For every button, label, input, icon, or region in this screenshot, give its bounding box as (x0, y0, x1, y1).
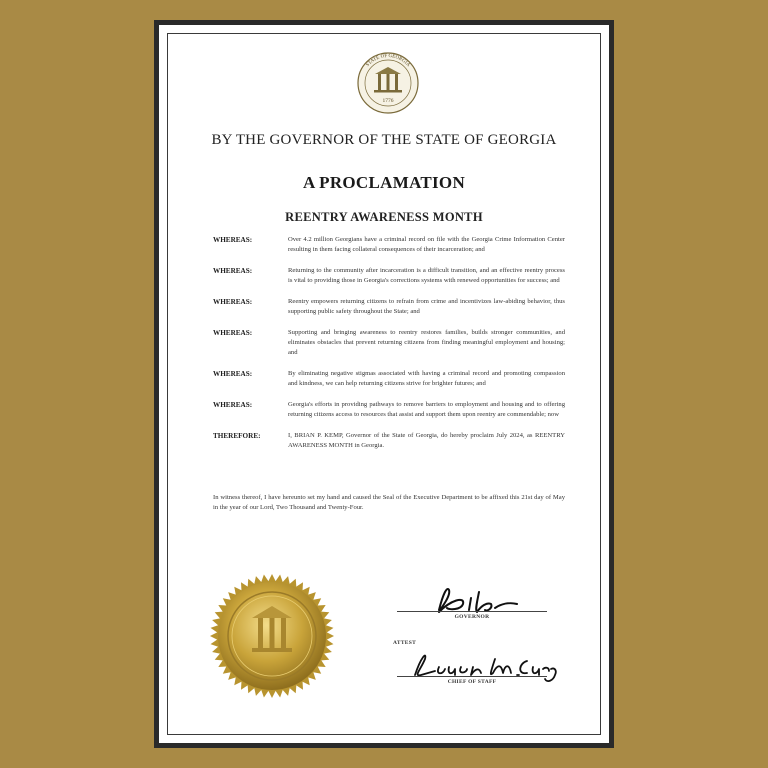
georgia-state-seal-icon (357, 52, 419, 114)
clause-text: Supporting and bringing awareness to reentry restores families, builds stronger communities, and eliminates obstacles that prevent returning citizens from finding meaningful employment and housing; and (288, 329, 565, 356)
issuer-heading: BY THE GOVERNOR OF THE STATE OF GEORGIA (211, 132, 557, 148)
clause-text: Returning to the community after incarceration is a difficult transition, and an effective reentry process is vital to providing those in Georgia's corrections systems with renewed opportunities for success; and (288, 267, 565, 284)
clause-label: WHEREAS: (213, 267, 253, 275)
proclamation-subject: REENTRY AWARENESS MONTH (285, 210, 483, 224)
document-title: A PROCLAMATION (302, 173, 466, 192)
clause-text: Georgia's efforts in providing pathways to remove barriers to employment and housing and to offering returning citizens access to resources that assist and support them upon reentry are commendable; now (288, 401, 565, 418)
clause-label: WHEREAS: (213, 401, 253, 409)
proclamation-page (159, 25, 609, 743)
clause-text: Over 4.2 million Georgians have a criminal record on file with the Georgia Crime Information Center resulting in them facing collateral consequences of their incarceration; and (288, 236, 565, 253)
clause-text: I, BRIAN P. KEMP, Governor of the State of Georgia, do hereby proclaim July 2024, as REENTRY AWARENESS MONTH in Georgia. (288, 432, 565, 449)
clause-text: By eliminating negative stigmas associated with having a criminal record and promoting compassion and kindness, we can help returning citizens strive for brighter futures; and (288, 370, 565, 387)
clause-label: THEREFORE: (213, 432, 261, 440)
witness-statement: In witness thereof, I have hereunto set my hand and caused the Seal of the Executive Department to be affixed this 21st day of May in the year of our Lord, Two Thousand and Twenty-Four. (213, 494, 565, 511)
governor-signature-line (397, 611, 547, 612)
document-frame (154, 20, 614, 748)
chief-of-staff-signature (391, 645, 561, 683)
clause (213, 297, 565, 317)
clause (213, 235, 565, 255)
chief-of-staff-signature-line (397, 676, 547, 677)
clause-label: WHEREAS: (213, 370, 253, 378)
clause-label: WHEREAS: (213, 236, 253, 244)
clauses-list (213, 235, 565, 462)
attest-label: ATTEST (393, 640, 417, 646)
chief-of-staff-label: CHIEF OF STAFF (447, 679, 497, 685)
svg-text:STATE OF GEORGIA: STATE OF GEORGIA (365, 53, 411, 69)
clause (213, 328, 565, 358)
clause-text: Reentry empowers returning citizens to refrain from crime and incentivizes law-abiding behavior, thus supporting public safety throughout the State; and (288, 298, 565, 315)
svg-text:1776: 1776 (382, 98, 394, 104)
governor-label: GOVERNOR (454, 614, 490, 620)
clause (213, 369, 565, 389)
therefore-clause (213, 431, 565, 451)
clause (213, 400, 565, 420)
clause-label: WHEREAS: (213, 329, 253, 337)
clause (213, 266, 565, 286)
clause-label: WHEREAS: (213, 298, 253, 306)
gold-seal-icon (208, 572, 336, 700)
